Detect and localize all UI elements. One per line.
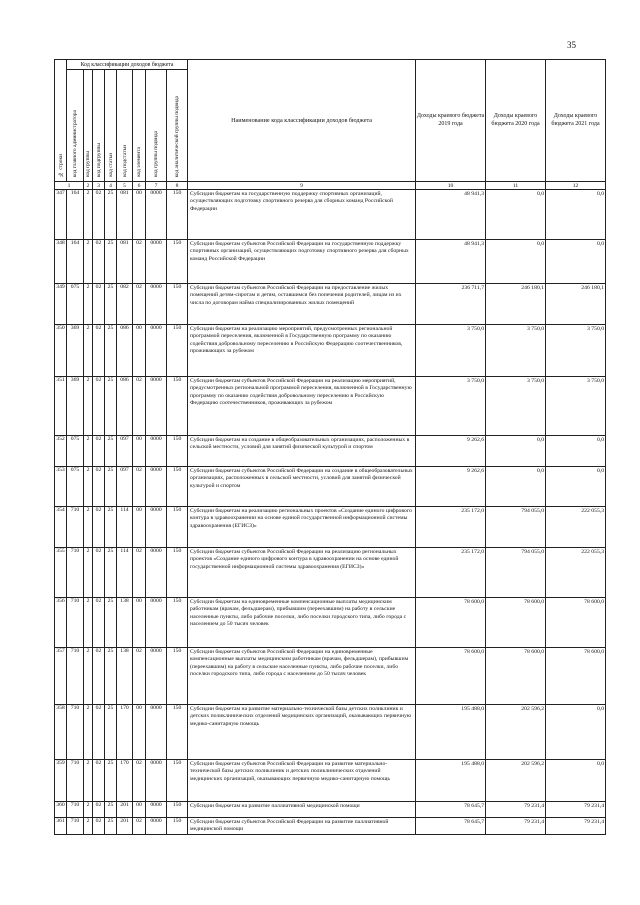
- column-number: 2: [84, 182, 93, 190]
- table-row: [55, 325, 606, 377]
- amount-cell: 79 231,4: [546, 818, 606, 835]
- code-cell: 25: [105, 760, 117, 802]
- column-number: 8: [167, 182, 188, 190]
- table-row: [55, 190, 606, 240]
- code-cell: 2: [84, 190, 93, 240]
- code-cell: 150: [167, 548, 188, 598]
- code-cell: 25: [105, 190, 117, 240]
- code-cell: 2: [84, 507, 93, 548]
- code-cell: 081: [117, 240, 133, 284]
- code-cell: 0000: [146, 760, 167, 802]
- code-cell: 150: [167, 240, 188, 284]
- row-number-cell: 352: [55, 436, 67, 467]
- amount-cell: 78 600,0: [416, 648, 486, 705]
- amount-cell: 0,0: [486, 240, 546, 284]
- column-number: 1: [55, 182, 84, 190]
- description-cell: Субсидии бюджетам на реализацию региональных проектов «Создание единого цифрового контура в здравоохранении на основе единой государственной информационной системы здравоохранения (ЕГИСЗ)»: [188, 507, 416, 548]
- code-cell: 25: [105, 802, 117, 818]
- code-cell: 25: [105, 548, 117, 598]
- header-code-col: код группы подвида: [146, 70, 167, 182]
- code-cell: 710: [67, 598, 84, 648]
- code-cell: 25: [105, 467, 117, 507]
- amount-cell: 246 180,1: [486, 284, 546, 325]
- row-number-cell: 357: [55, 648, 67, 705]
- description-cell: Субсидии бюджетам на развитие материально-технической базы детских поликлиник и детских поликлинических отделений медицинских организаций, оказывающих первичную медико-санитарную помощь: [188, 705, 416, 760]
- code-cell: 150: [167, 284, 188, 325]
- code-cell: 02: [93, 760, 105, 802]
- code-cell: 0000: [146, 802, 167, 818]
- code-cell: 114: [117, 548, 133, 598]
- row-number-cell: 359: [55, 760, 67, 802]
- code-cell: 02: [93, 284, 105, 325]
- table-row: [55, 598, 606, 648]
- amount-cell: 0,0: [546, 190, 606, 240]
- amount-cell: 3 750,0: [416, 377, 486, 436]
- description-cell: Субсидии бюджетам субъектов Российской Федерации на реализацию мероприятий, предусмотренных региональной программой переселения, включенной в Государственную программу по оказанию содействия добровольному переселению в Российскую Федерацию соотечественников, проживающих за рубежом: [188, 377, 416, 436]
- code-cell: 086: [117, 325, 133, 377]
- amount-cell: 3 750,0: [546, 377, 606, 436]
- code-cell: 710: [67, 760, 84, 802]
- code-cell: 02: [93, 818, 105, 835]
- code-cell: 02: [93, 377, 105, 436]
- column-number: 12: [546, 182, 606, 190]
- code-cell: 150: [167, 190, 188, 240]
- code-cell: 0000: [146, 818, 167, 835]
- code-cell: 170: [117, 705, 133, 760]
- code-cell: 2: [84, 377, 93, 436]
- code-cell: 0000: [146, 467, 167, 507]
- code-cell: 0000: [146, 436, 167, 467]
- code-cell: 0000: [146, 648, 167, 705]
- code-cell: 150: [167, 760, 188, 802]
- table-row: [55, 648, 606, 705]
- code-cell: 075: [67, 284, 84, 325]
- code-cell: 150: [167, 377, 188, 436]
- row-number-cell: 355: [55, 548, 67, 598]
- code-cell: 0000: [146, 377, 167, 436]
- code-cell: 150: [167, 436, 188, 467]
- amount-cell: 0,0: [486, 190, 546, 240]
- code-cell: 02: [93, 548, 105, 598]
- description-cell: Субсидии бюджетам субъектов Российской Федерации на создание в общеобразовательных организациях, расположенных в сельской местности, условий для занятий физической культурой и спортом: [188, 467, 416, 507]
- page-number: 35: [567, 40, 576, 50]
- row-number-cell: 361: [55, 818, 67, 835]
- code-cell: 25: [105, 705, 117, 760]
- amount-cell: 0,0: [546, 240, 606, 284]
- code-cell: 150: [167, 467, 188, 507]
- header-code-col: код подстатьи: [117, 70, 133, 182]
- description-cell: Субсидии бюджетам субъектов Российской Федерации на единовременные компенсационные выплаты медицинским работникам (врачам, фельдшерам), прибывшим (переехавшим) на работу в сельские населенные пункты, либо рабочие поселки, либо поселки городского типа, либо города с населением до 50 тысяч человек: [188, 648, 416, 705]
- amount-cell: 78 600,0: [486, 648, 546, 705]
- code-cell: 138: [117, 648, 133, 705]
- code-cell: 25: [105, 240, 117, 284]
- code-cell: 150: [167, 802, 188, 818]
- code-cell: 2: [84, 760, 93, 802]
- code-cell: 02: [133, 648, 146, 705]
- table-row: [55, 760, 606, 802]
- amount-cell: 246 180,1: [546, 284, 606, 325]
- code-cell: 164: [67, 240, 84, 284]
- code-cell: 02: [133, 377, 146, 436]
- row-number-cell: 348: [55, 240, 67, 284]
- code-cell: 710: [67, 648, 84, 705]
- header-year-2020: Доходы краевого бюджета 2020 года: [486, 60, 546, 182]
- code-cell: 0000: [146, 284, 167, 325]
- description-cell: Субсидии бюджетам субъектов Российской Федерации на развитие паллиативной медицинской помощи: [188, 818, 416, 835]
- code-cell: 082: [117, 284, 133, 325]
- description-cell: Субсидии бюджетам на реализацию мероприятий, предусмотренных региональной программой переселения, включенной в Государственную программу по оказанию содействия добровольному переселению в Российскую Федерацию соотечественников, проживающих за рубежом: [188, 325, 416, 377]
- code-cell: 00: [133, 598, 146, 648]
- header-name: Наименование кода классификации доходов бюджета: [188, 60, 416, 182]
- header-code-col: код аналитической группы подвида: [167, 70, 188, 182]
- code-cell: 710: [67, 802, 84, 818]
- code-cell: 114: [117, 507, 133, 548]
- amount-cell: 78 645,7: [416, 802, 486, 818]
- amount-cell: 235 172,0: [416, 548, 486, 598]
- code-cell: 138: [117, 598, 133, 648]
- column-number: 7: [146, 182, 167, 190]
- code-cell: 00: [133, 190, 146, 240]
- code-cell: 097: [117, 436, 133, 467]
- code-cell: 02: [93, 325, 105, 377]
- description-cell: Субсидии бюджетам на единовременные компенсационные выплаты медицинским работникам (врачам, фельдшерам), прибывшим (переехавшим) на работу в сельские населенные пункты, либо рабочие поселки, либо поселки городского типа, либо города с населением до 50 тысяч человек: [188, 598, 416, 648]
- code-cell: 710: [67, 507, 84, 548]
- code-cell: 25: [105, 507, 117, 548]
- code-cell: 25: [105, 598, 117, 648]
- row-number-cell: 349: [55, 284, 67, 325]
- code-cell: 02: [93, 507, 105, 548]
- column-number: 6: [133, 182, 146, 190]
- code-cell: 2: [84, 818, 93, 835]
- code-cell: 075: [67, 467, 84, 507]
- amount-cell: 79 231,4: [486, 818, 546, 835]
- description-cell: Субсидии бюджетам субъектов Российской Федерации на реализацию региональных проектов «Создание единого цифрового контура в здравоохранении на основе единой государственной информационной системы здравоохранения (ЕГИСЗ)»: [188, 548, 416, 598]
- revenue-table: [54, 59, 606, 835]
- code-cell: 0000: [146, 705, 167, 760]
- amount-cell: 79 231,4: [546, 802, 606, 818]
- amount-cell: 236 711,7: [416, 284, 486, 325]
- code-cell: 164: [67, 190, 84, 240]
- header-year-2019: Доходы краевого бюджета 2019 года: [416, 60, 486, 182]
- column-number-row: [55, 182, 606, 190]
- code-cell: 0000: [146, 598, 167, 648]
- code-cell: 2: [84, 548, 93, 598]
- table-row: [55, 818, 606, 835]
- code-cell: 086: [117, 377, 133, 436]
- column-number: 9: [188, 182, 416, 190]
- code-cell: 2: [84, 598, 93, 648]
- table-row: [55, 436, 606, 467]
- code-cell: 150: [167, 325, 188, 377]
- code-cell: 00: [133, 325, 146, 377]
- code-cell: 369: [67, 377, 84, 436]
- code-cell: 2: [84, 284, 93, 325]
- amount-cell: 9 262,6: [416, 467, 486, 507]
- code-cell: 00: [133, 507, 146, 548]
- amount-cell: 48 941,3: [416, 190, 486, 240]
- code-cell: 00: [133, 802, 146, 818]
- amount-cell: 202 596,2: [486, 760, 546, 802]
- code-cell: 25: [105, 325, 117, 377]
- code-cell: 02: [93, 802, 105, 818]
- table-row: [55, 240, 606, 284]
- amount-cell: 48 941,3: [416, 240, 486, 284]
- amount-cell: 202 596,2: [486, 705, 546, 760]
- amount-cell: 78 645,7: [416, 818, 486, 835]
- code-cell: 02: [133, 467, 146, 507]
- code-cell: 02: [93, 467, 105, 507]
- code-cell: 00: [133, 436, 146, 467]
- code-cell: 25: [105, 818, 117, 835]
- amount-cell: 794 055,0: [486, 507, 546, 548]
- code-cell: 710: [67, 548, 84, 598]
- table-row: [55, 284, 606, 325]
- amount-cell: 0,0: [546, 760, 606, 802]
- code-cell: 201: [117, 818, 133, 835]
- amount-cell: 0,0: [546, 436, 606, 467]
- header-code-col: код группы: [84, 70, 93, 182]
- code-cell: 2: [84, 705, 93, 760]
- column-number: 3: [93, 182, 105, 190]
- header-code-col: код статьи: [105, 70, 117, 182]
- description-cell: Субсидии бюджетам на создание в общеобразовательных организациях, расположенных в сельской местности, условий для занятий физической культурой и спортом: [188, 436, 416, 467]
- code-cell: 02: [93, 190, 105, 240]
- description-cell: Субсидии бюджетам на государственную поддержку спортивных организаций, осуществляющих подготовку спортивного резерва для сборных команд Российской Федерации: [188, 190, 416, 240]
- code-cell: 369: [67, 325, 84, 377]
- amount-cell: 0,0: [486, 436, 546, 467]
- header-row-no: № строки: [55, 60, 67, 182]
- amount-cell: 3 750,0: [546, 325, 606, 377]
- row-number-cell: 358: [55, 705, 67, 760]
- amount-cell: 78 600,0: [416, 598, 486, 648]
- table-row: [55, 705, 606, 760]
- header-code-col: код элемента: [133, 70, 146, 182]
- amount-cell: 0,0: [546, 705, 606, 760]
- table-row: [55, 377, 606, 436]
- description-cell: Субсидии бюджетам субъектов Российской Федерации на развитие материально-технической базы детских поликлиник и детских поликлинических отделений медицинских организаций, оказывающих первичную медико-санитарную помощь: [188, 760, 416, 802]
- code-cell: 2: [84, 648, 93, 705]
- amount-cell: 78 600,0: [546, 648, 606, 705]
- code-cell: 02: [133, 240, 146, 284]
- row-number-cell: 350: [55, 325, 67, 377]
- code-cell: 150: [167, 818, 188, 835]
- description-cell: Субсидии бюджетам субъектов Российской Федерации на государственную поддержку спортивных организаций, осуществляющих подготовку спортивного резерва для сборных команд Российской Федерации: [188, 240, 416, 284]
- code-cell: 150: [167, 705, 188, 760]
- code-cell: 2: [84, 802, 93, 818]
- column-number: 5: [117, 182, 133, 190]
- code-cell: 2: [84, 325, 93, 377]
- code-cell: 25: [105, 648, 117, 705]
- amount-cell: 78 600,0: [486, 598, 546, 648]
- row-number-cell: 354: [55, 507, 67, 548]
- code-cell: 02: [93, 648, 105, 705]
- code-cell: 081: [117, 190, 133, 240]
- code-cell: 097: [117, 467, 133, 507]
- amount-cell: 235 172,0: [416, 507, 486, 548]
- code-cell: 2: [84, 240, 93, 284]
- column-number: 11: [486, 182, 546, 190]
- code-cell: 0000: [146, 325, 167, 377]
- amount-cell: 0,0: [486, 467, 546, 507]
- amount-cell: 9 262,6: [416, 436, 486, 467]
- header-year-2021: Доходы краевого бюджета 2021 года: [546, 60, 606, 182]
- code-cell: 0000: [146, 507, 167, 548]
- code-cell: 02: [93, 436, 105, 467]
- amount-cell: 79 231,4: [486, 802, 546, 818]
- code-cell: 150: [167, 598, 188, 648]
- table-row: [55, 467, 606, 507]
- amount-cell: 3 750,0: [486, 377, 546, 436]
- header-code-col: код главного администратора: [67, 70, 84, 182]
- amount-cell: 3 750,0: [486, 325, 546, 377]
- description-cell: Субсидии бюджетам на развитие паллиативной медицинской помощи: [188, 802, 416, 818]
- header-code-col: код подгруппы: [93, 70, 105, 182]
- row-number-cell: 347: [55, 190, 67, 240]
- amount-cell: 794 055,0: [486, 548, 546, 598]
- amount-cell: 195 488,0: [416, 705, 486, 760]
- row-number-cell: 360: [55, 802, 67, 818]
- row-number-cell: 356: [55, 598, 67, 648]
- code-cell: 201: [117, 802, 133, 818]
- code-cell: 0000: [146, 240, 167, 284]
- amount-cell: 222 055,3: [546, 548, 606, 598]
- row-number-cell: 351: [55, 377, 67, 436]
- table-row: [55, 507, 606, 548]
- code-cell: 170: [117, 760, 133, 802]
- code-cell: 710: [67, 818, 84, 835]
- header-code-group: Код классификации доходов бюджета: [67, 60, 188, 70]
- column-number: 4: [105, 182, 117, 190]
- code-cell: 02: [93, 705, 105, 760]
- table-row: [55, 802, 606, 818]
- code-cell: 150: [167, 507, 188, 548]
- code-cell: 02: [133, 548, 146, 598]
- code-cell: 0000: [146, 190, 167, 240]
- amount-cell: 195 488,0: [416, 760, 486, 802]
- code-cell: 25: [105, 436, 117, 467]
- code-cell: 02: [93, 240, 105, 284]
- code-cell: 2: [84, 467, 93, 507]
- code-cell: 02: [133, 760, 146, 802]
- code-cell: 710: [67, 705, 84, 760]
- code-cell: 00: [133, 705, 146, 760]
- code-cell: 02: [133, 818, 146, 835]
- table-row: [55, 548, 606, 598]
- amount-cell: 222 055,3: [546, 507, 606, 548]
- code-cell: 2: [84, 436, 93, 467]
- code-cell: 0000: [146, 548, 167, 598]
- code-cell: 02: [93, 598, 105, 648]
- code-cell: 02: [133, 284, 146, 325]
- description-cell: Субсидии бюджетам субъектов Российской Федерации на предоставление жилых помещений детям-сиротам и детям, оставшимся без попечения родителей, лицам из их числа по договорам найма специализированных жилых помещений: [188, 284, 416, 325]
- amount-cell: 3 750,0: [416, 325, 486, 377]
- code-cell: 25: [105, 284, 117, 325]
- code-cell: 150: [167, 648, 188, 705]
- amount-cell: 0,0: [546, 467, 606, 507]
- row-number-cell: 353: [55, 467, 67, 507]
- code-cell: 075: [67, 436, 84, 467]
- amount-cell: 78 600,0: [546, 598, 606, 648]
- code-cell: 25: [105, 377, 117, 436]
- column-number: 10: [416, 182, 486, 190]
